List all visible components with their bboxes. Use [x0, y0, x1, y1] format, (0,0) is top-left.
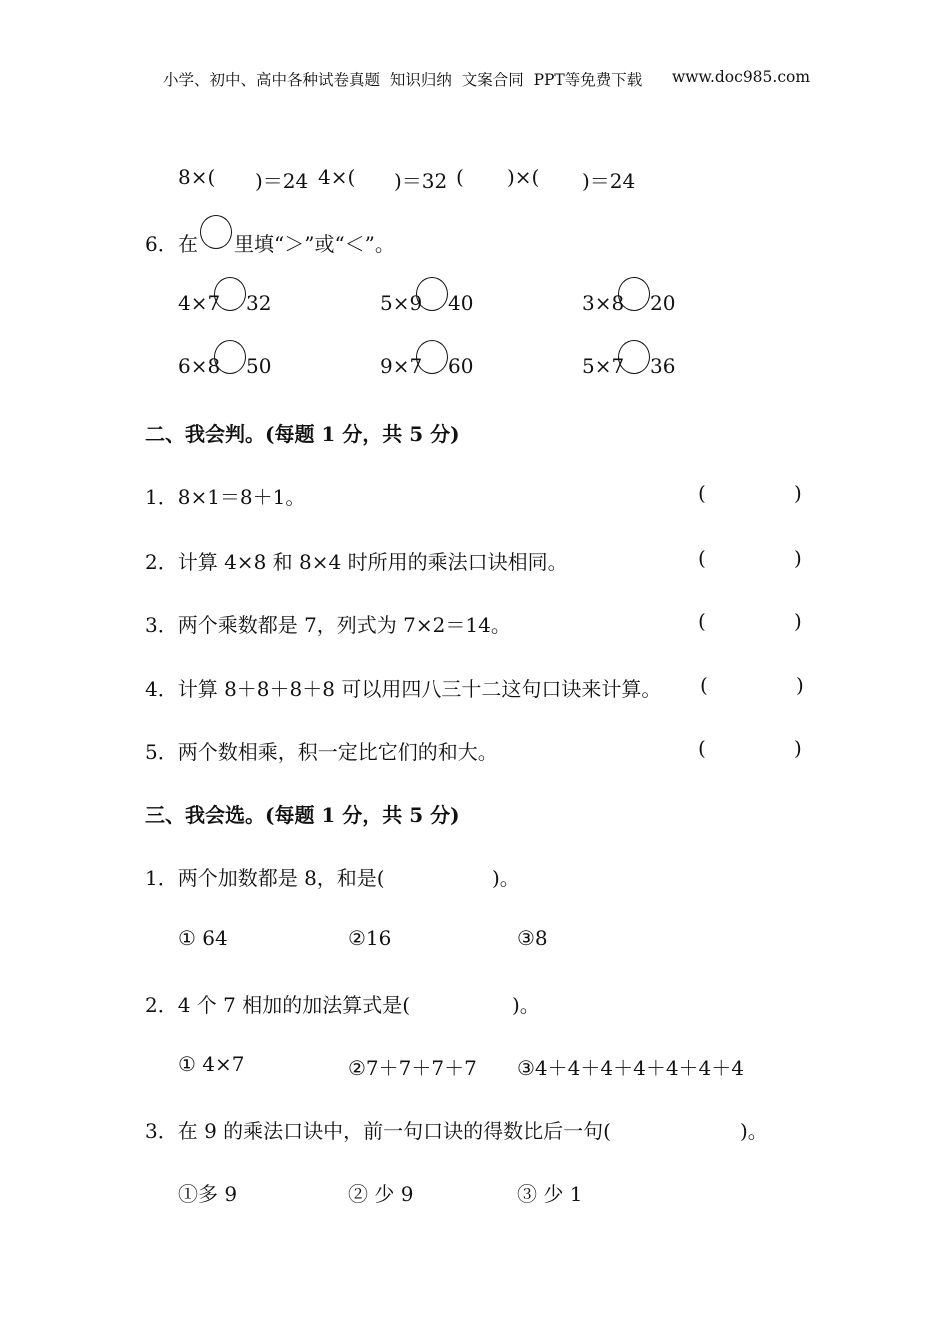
- choice-question-end: )。: [512, 993, 540, 1017]
- answer-paren-left[interactable]: (: [700, 673, 708, 697]
- judge-item: 4．计算 8＋8＋8＋8 可以用四八三十二这句口诀来计算。: [145, 677, 662, 701]
- answer-paren-left[interactable]: (: [698, 546, 706, 570]
- choice-question-end: )。: [740, 1119, 768, 1143]
- judge-item: 1．8×1＝8＋1。: [145, 485, 306, 509]
- q6-item-right: 50: [246, 354, 272, 378]
- compare-circle[interactable]: [618, 277, 650, 311]
- fill-b: 4×(: [318, 165, 356, 189]
- compare-circle[interactable]: [214, 340, 246, 374]
- choice-question: 1．两个加数都是 8，和是(: [145, 866, 385, 890]
- answer-paren-right: ): [794, 546, 802, 570]
- q6-item-left: 9×7: [380, 354, 423, 378]
- q6-post: 里填“＞”或“＜”。: [234, 232, 395, 256]
- q6-item-left: 4×7: [178, 291, 221, 315]
- section-title: 二、我会判。(每题 1 分，共 5 分): [145, 422, 460, 446]
- compare-circle[interactable]: [416, 340, 448, 374]
- answer-paren-left[interactable]: (: [698, 609, 706, 633]
- q6-pre: 在: [178, 232, 198, 256]
- compare-circle[interactable]: [416, 277, 448, 311]
- answer-paren-left[interactable]: (: [698, 481, 706, 505]
- header-text: 小学、初中、高中各种试卷真题 知识归纳 文案合同 PPT等免费下载: [163, 71, 643, 89]
- answer-paren-left[interactable]: (: [698, 736, 706, 760]
- q6-item-left: 5×7: [582, 354, 625, 378]
- choice-option[interactable]: ②7＋7＋7＋7: [348, 1056, 477, 1080]
- compare-circle[interactable]: [214, 277, 246, 311]
- compare-circle[interactable]: [618, 340, 650, 374]
- fill-c1: (: [456, 165, 464, 189]
- fill-c-end: )＝24: [582, 169, 636, 193]
- choice-option[interactable]: ①多 9: [178, 1182, 238, 1206]
- q6-item-left: 5×9: [380, 291, 423, 315]
- q6-item-right: 36: [650, 354, 676, 378]
- q6-item-right: 32: [246, 291, 272, 315]
- judge-item: 3．两个乘数都是 7，列式为 7×2＝14。: [145, 613, 511, 637]
- choice-option[interactable]: ③8: [517, 926, 548, 950]
- q6-item-right: 40: [448, 291, 474, 315]
- fill-a-end: )＝24: [255, 169, 309, 193]
- choice-option[interactable]: ③4＋4＋4＋4＋4＋4＋4: [517, 1056, 745, 1080]
- choice-option[interactable]: ②16: [348, 926, 392, 950]
- judge-item: 5．两个数相乘，积一定比它们的和大。: [145, 740, 498, 764]
- answer-paren-right: ): [796, 673, 804, 697]
- fill-a: 8×(: [178, 165, 216, 189]
- compare-circle: [200, 215, 232, 249]
- q6-number: 6．: [145, 232, 178, 256]
- choice-question: 3．在 9 的乘法口诀中，前一句口诀的得数比后一句(: [145, 1119, 611, 1143]
- answer-paren-right: ): [794, 736, 802, 760]
- q6-item-right: 60: [448, 354, 474, 378]
- fill-c2: )×(: [507, 165, 540, 189]
- judge-item: 2．计算 4×8 和 8×4 时所用的乘法口诀相同。: [145, 550, 568, 574]
- choice-option[interactable]: ③ 少 1: [517, 1182, 583, 1206]
- answer-paren-right: ): [794, 481, 802, 505]
- answer-paren-right: ): [794, 609, 802, 633]
- q6-item-left: 3×8: [582, 291, 625, 315]
- choice-question: 2．4 个 7 相加的加法算式是(: [145, 993, 411, 1017]
- choice-option[interactable]: ① 64: [178, 926, 228, 950]
- q6-item-right: 20: [650, 291, 676, 315]
- section-title: 三、我会选。(每题 1 分，共 5 分): [145, 803, 460, 827]
- choice-question-end: )。: [492, 866, 520, 890]
- header-url: www.doc985.com: [672, 68, 811, 86]
- q6-item-left: 6×8: [178, 354, 221, 378]
- choice-option[interactable]: ② 少 9: [348, 1182, 414, 1206]
- fill-b-end: )＝32: [394, 169, 448, 193]
- choice-option[interactable]: ① 4×7: [178, 1052, 245, 1076]
